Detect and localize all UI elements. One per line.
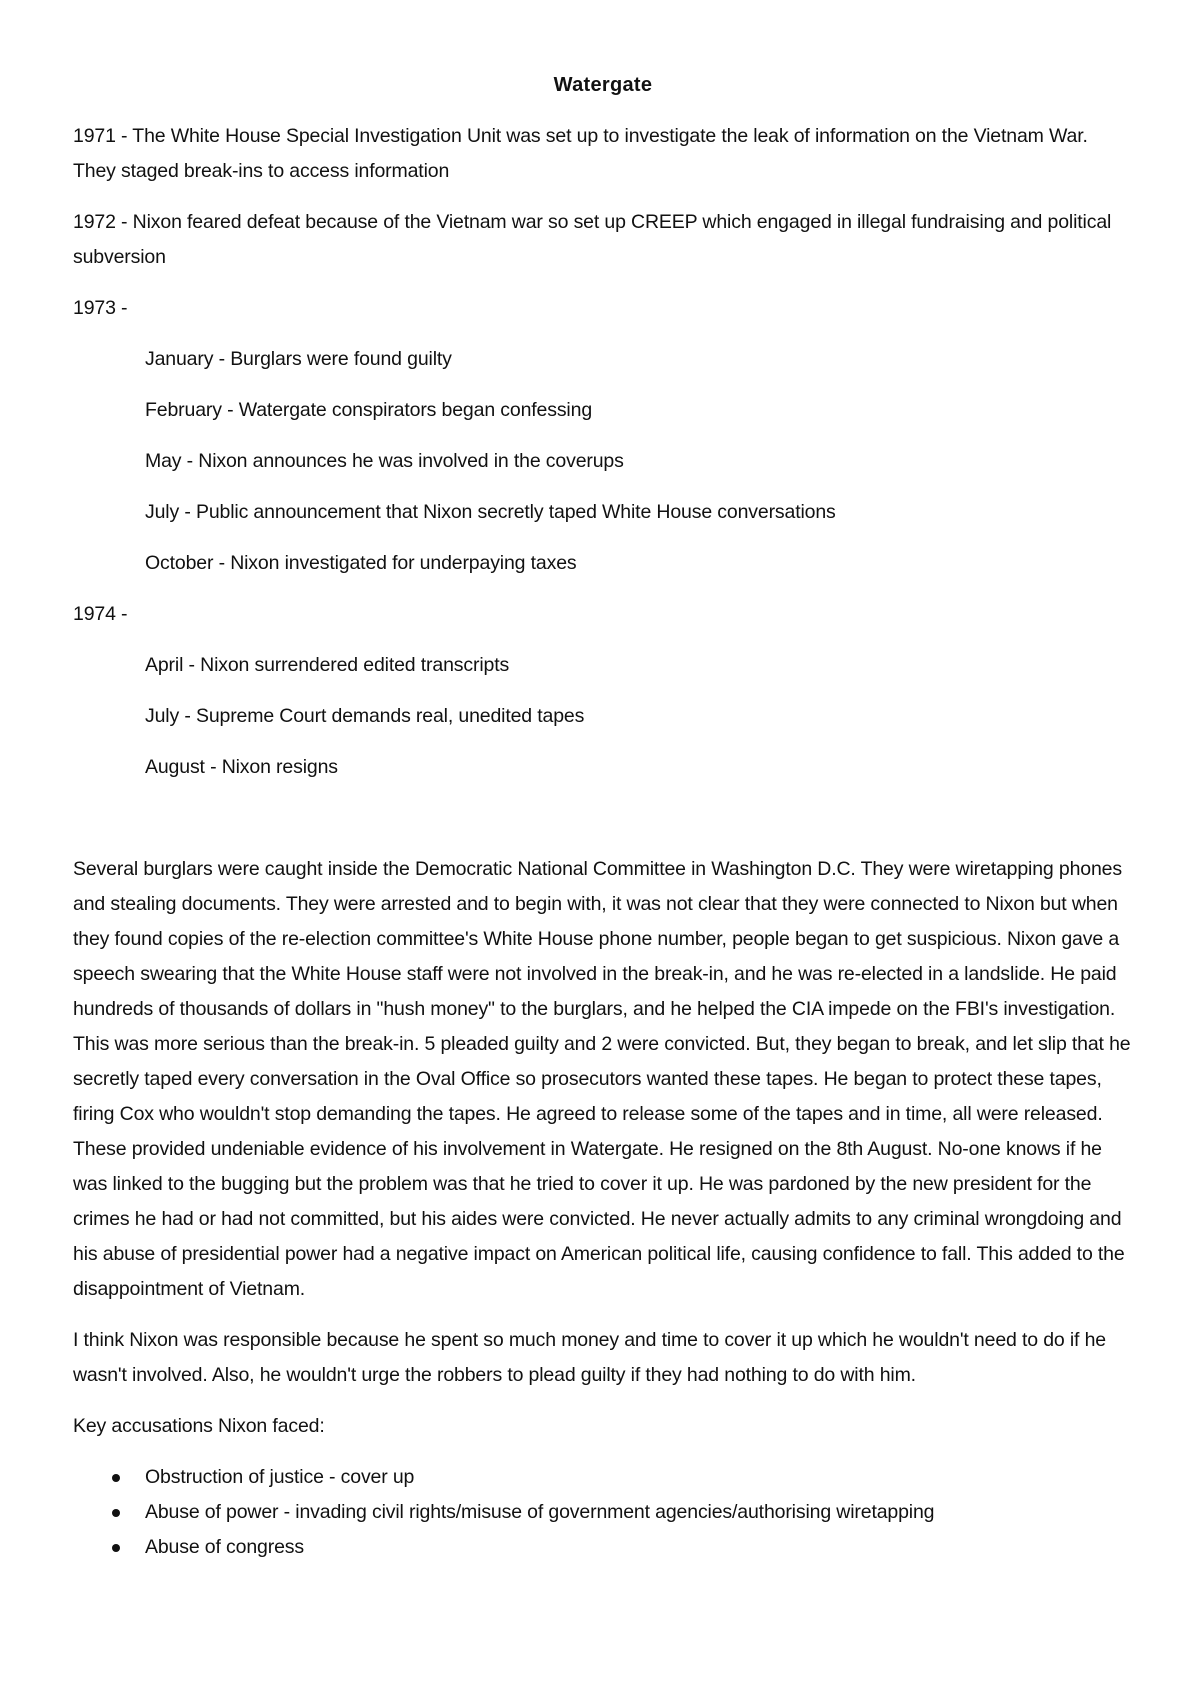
- list-item: [73, 1530, 1133, 1565]
- intro-paragraph-1972: 1972 - Nixon feared defeat because of the Vietnam war so set up CREEP which engaged in illegal fundraising and political subversion: [73, 211, 1112, 268]
- timeline-year: 1974 -: [73, 603, 128, 625]
- opinion-paragraph: I think Nixon was responsible because he spent so much money and time to cover it up which he wouldn't need to do if he wasn't involved. Also, he wouldn't urge the robbers to plead guilty if they had nothing to do with him.: [73, 1329, 1106, 1386]
- accusation-text: Abuse of power - invading civil rights/misuse of government agencies/authorising wiretapping: [145, 1501, 935, 1523]
- timeline-event: July - Public announcement that Nixon secretly taped White House conversations: [145, 501, 836, 523]
- accusations-list: [73, 1460, 1133, 1565]
- timeline-event: April - Nixon surrendered edited transcripts: [145, 654, 510, 676]
- document-title: Watergate: [553, 74, 653, 96]
- accusations-heading: Key accusations Nixon faced:: [73, 1415, 325, 1437]
- timeline-year: 1973 -: [73, 297, 128, 319]
- list-item: [73, 1460, 1133, 1495]
- bullet-icon: [112, 1509, 120, 1517]
- intro-paragraph-1971: 1971 - The White House Special Investigation Unit was set up to investigate the leak of information on the Vietnam War. They staged break-ins to access information: [73, 125, 1088, 182]
- timeline-event: May - Nixon announces he was involved in the coverups: [145, 450, 624, 472]
- accusation-text: Obstruction of justice - cover up: [145, 1466, 415, 1488]
- timeline-1974: [73, 597, 1133, 785]
- timeline-event: October - Nixon investigated for underpaying taxes: [145, 552, 577, 574]
- bullet-icon: [112, 1544, 120, 1552]
- summary-paragraph: Several burglars were caught inside the Democratic National Committee in Washington D.C. They were wiretapping phones and stealing documents. They were arrested and to begin with, it was not clear that they were connected to Nixon but when they found copies of the re-election committee's White House phone number, people began to get suspicious. Nixon gave a speech swearing that the White House staff were not involved in the break-in, and he was re-elected in a landslide. He paid hundreds of thousands of dollars in "hush money" to the burglars, and he helped the CIA impede on the FBI's investigation. This was more serious than the break-in. 5 pleaded guilty and 2 were convicted. But, they began to break, and let slip that he secretly taped every conversation in the Oval Office so prosecutors wanted these tapes. He began to protect these tapes, firing Cox who wouldn't stop demanding the tapes. He agreed to release some of the tapes and in time, all were released. These provided undeniable evidence of his involvement in Watergate. He resigned on the 8th August. No-one knows if he was linked to the bugging but the problem was that he tried to cover it up. He was pardoned by the new president for the crimes he had or had not committed, but his aides were convicted. He never actually admits to any criminal wrongdoing and his abuse of presidential power had a negative impact on American political life, causing confidence to fall. This added to the disappointment of Vietnam.: [73, 858, 1131, 1300]
- timeline-1973: [73, 291, 1133, 581]
- timeline-event: January - Burglars were found guilty: [145, 348, 452, 370]
- bullet-icon: [112, 1474, 120, 1482]
- accusation-text: Abuse of congress: [145, 1536, 304, 1558]
- document-page: [73, 68, 1133, 1565]
- blank-line: [73, 801, 1133, 852]
- timeline-event: July - Supreme Court demands real, unedited tapes: [145, 705, 585, 727]
- timeline-event: February - Watergate conspirators began confessing: [145, 399, 593, 421]
- list-item: [73, 1495, 1133, 1530]
- timeline-event: August - Nixon resigns: [145, 756, 338, 778]
